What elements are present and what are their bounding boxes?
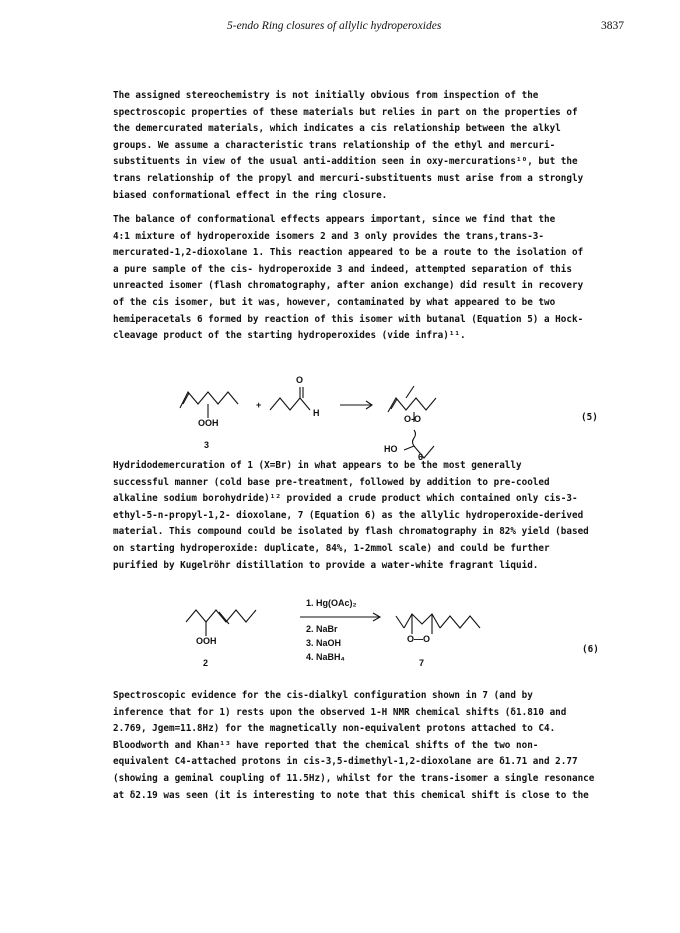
paragraph-hydridodemercuration bbox=[113, 458, 603, 574]
text-line: biased conformational effect in the ring closure. bbox=[113, 189, 388, 201]
text-line: purified by Kugelröhr distillation to provide a water-white fragrant liquid. bbox=[113, 559, 539, 571]
text-line: of the cis isomer, but it was, however, contaminated by what appeared to be two bbox=[113, 296, 556, 308]
page-number: 3837 bbox=[601, 20, 624, 32]
plus-sign: + bbox=[256, 400, 262, 410]
equation-6-arrow-head bbox=[373, 613, 380, 621]
text-line: 4:1 mixture of hydroperoxide isomers 2 and 3 only provides the trans,trans-3- bbox=[113, 230, 544, 242]
product-6-label: 6 bbox=[418, 452, 424, 462]
compound-2-chain bbox=[186, 610, 256, 622]
text-line: equivalent C4-attached protons in cis-3,5-dimethyl-1,2-dioxolane are δ1.71 and 2.77 bbox=[113, 756, 578, 768]
text-line: The balance of conformational effects appears important, since we find that the bbox=[113, 214, 556, 225]
product-6-wavy-bond bbox=[413, 430, 416, 446]
text-line: successful manner (cold base pre-treatment, followed by addition to pre-cooled bbox=[113, 476, 550, 488]
text-line: a pure sample of the cis- hydroperoxide 3 and indeed, attempted separation of this bbox=[113, 263, 572, 275]
equation-6-number: (6) bbox=[582, 644, 599, 655]
text-line: 2.769, Jgem=11.8Hz) for the magnetically non-equivalent protons attached to C4. bbox=[113, 723, 556, 735]
equation-5-arrow-head bbox=[366, 401, 372, 409]
text-line: inference that for 1) rests upon the observed 1-H NMR chemical shifts (δ1.810 and bbox=[113, 706, 567, 718]
text-line: unreacted isomer (flash chromatography, after anion exchange) did result in recovery bbox=[113, 280, 584, 292]
product-6-hemiacetal-chain bbox=[404, 446, 434, 458]
product-6-oo-label: O-O bbox=[404, 414, 421, 424]
compound-2-ooh-label: OOH bbox=[196, 636, 217, 646]
text-line: Hydridodemercuration of 1 (X=Br) in what appears to be the most generally bbox=[113, 460, 522, 471]
text-line: hemiperacetals 6 formed by reaction of this isomer with butanal (Equation 5) a Hock- bbox=[113, 313, 584, 325]
equation-5-number: (5) bbox=[581, 412, 598, 423]
compound-3-ooh-label: OOH bbox=[198, 418, 219, 428]
product-6-branch bbox=[406, 386, 414, 398]
product-7-propyl-chain bbox=[440, 616, 480, 628]
product-6-ho-label: HO bbox=[384, 444, 398, 454]
text-line: mercurated-1,2-dioxolane 1. This reaction appeared to be a route to the isolation of bbox=[113, 247, 584, 259]
paragraph-stereochemistry bbox=[113, 88, 603, 204]
product-7-label: 7 bbox=[419, 658, 425, 668]
running-title: 5-endo Ring closures of allylic hydroperoxides bbox=[227, 20, 442, 32]
text-line: spectroscopic properties of these materials but relies in part on the properties of bbox=[113, 106, 578, 118]
compound-3-chain bbox=[180, 392, 238, 408]
text-line: groups. We assume a characteristic trans relationship of the ethyl and mercuri- bbox=[113, 139, 556, 151]
product-6-chain bbox=[388, 398, 436, 412]
product-6-double-bond bbox=[391, 399, 397, 409]
butanal-oxygen-label: O bbox=[296, 375, 304, 385]
compound-2-double-bond bbox=[219, 612, 229, 624]
product-7-oo-label: O—O bbox=[407, 634, 431, 644]
butanal-hydrogen-label: H bbox=[313, 408, 320, 418]
compound-3-label: 3 bbox=[204, 440, 210, 450]
text-line: cleavage product of the starting hydroperoxides (vide infra)¹¹. bbox=[113, 330, 466, 342]
text-line: material. This compound could be isolated by flash chromatography in 82% yield (based bbox=[113, 526, 589, 538]
text-line: (showing a geminal coupling of 11.5Hz), whilst for the trans-isomer a single resonance bbox=[113, 772, 595, 784]
page-header bbox=[0, 18, 680, 38]
reagent-step-4: 4. NaBH₄ bbox=[306, 652, 345, 662]
text-line: The assigned stereochemistry is not initially obvious from inspection of the bbox=[113, 90, 539, 101]
text-line: Spectroscopic evidence for the cis-dialkyl configuration shown in 7 (and by bbox=[113, 690, 533, 701]
compound-3-double-bond bbox=[183, 393, 189, 404]
text-line: trans relationship of the propyl and mercuri-substituents must arise from a strongly bbox=[113, 172, 584, 184]
product-7-ring-top bbox=[404, 614, 440, 628]
product-7-ethyl-chain bbox=[396, 616, 404, 628]
text-line: at δ2.19 was seen (it is interesting to note that this chemical shift is close to the bbox=[113, 789, 589, 801]
text-line: ethyl-5-n-propyl-1,2- dioxolane, 7 (Equation 6) as the allylic hydroperoxide-derived bbox=[113, 509, 584, 521]
paragraph-conformational-effects bbox=[113, 212, 603, 345]
text-line: alkaline sodium borohydride)¹² provided a crude product which contained only cis-3- bbox=[113, 493, 578, 505]
reagent-step-2: 2. NaBr bbox=[306, 624, 338, 634]
compound-2-label: 2 bbox=[203, 658, 209, 668]
text-line: the demercurated materials, which indicates a cis relationship between the alkyl bbox=[113, 123, 561, 135]
butanal-chain bbox=[270, 398, 310, 410]
text-line: substituents in view of the usual anti-addition seen in oxy-mercurations¹⁰, but the bbox=[113, 156, 578, 168]
reagent-step-3: 3. NaOH bbox=[306, 638, 342, 648]
reagent-step-1: 1. Hg(OAc)₂ bbox=[306, 598, 357, 608]
text-line: on starting hydroperoxide: duplicate, 84%, 1-2mmol scale) and could be further bbox=[113, 542, 550, 554]
paragraph-spectroscopic-evidence bbox=[113, 688, 603, 804]
text-line: Bloodworth and Khan¹³ have reported that the chemical shifts of the two non- bbox=[113, 739, 539, 751]
